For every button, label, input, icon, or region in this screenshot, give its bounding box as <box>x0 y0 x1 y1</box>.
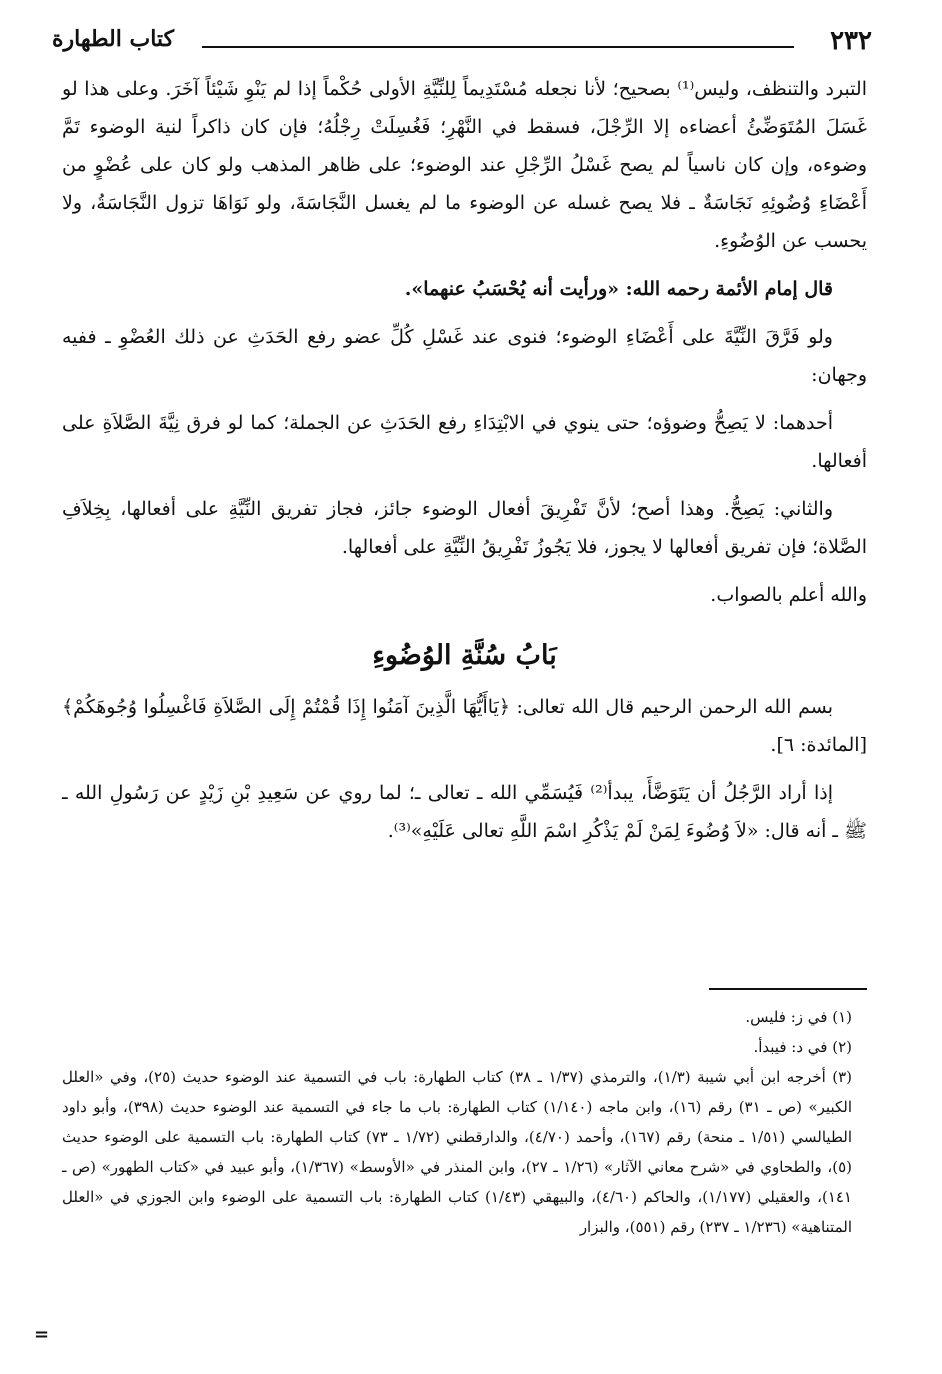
running-title: كتاب الطهارة <box>52 26 175 52</box>
paragraph-first-opinion: أحدهما: لا يَصِحُّ وضوؤه؛ حتى ينوي في الابْتِدَاءِ رفع الحَدَثِ عن الجملة؛ كما لو فرق نِيَّةَ الصَّلاَةِ على أفعالها. <box>62 412 867 472</box>
paragraph: ولو فَرَّقَ النِّيَّةَ على أَعْضَاءِ الوضوء؛ فنوى عند غَسْلِ كُلِّ عضو رفع الحَدَثِ عن ذلك العُضْوِ ـ ففيه وجهان: <box>62 326 867 386</box>
page-number: ٢٣٢ <box>830 26 872 56</box>
page-header <box>52 22 872 62</box>
header-rule <box>202 46 794 48</box>
paragraph-second-opinion: والثاني: يَصِحُّ. وهذا أصح؛ لأنَّ تَفْرِيقَ أفعال الوضوء جائز، فجاز تفريق النِّيَّةِ على أفعالها، بِخِلاَفِ الصَّلاة؛ فإن تفريق أفعالها لا يجوز، فلا يَجُوزُ تَفْرِيقُ النِّيَّةِ على أفعالها. <box>62 498 867 558</box>
paragraph: التبرد والتنظف، وليس⁽¹⁾ بصحيح؛ لأنا نجعله مُسْتَدِيماً لِلنِّيَّةِ الأولى حُكْماً إذا لم يَنْوِ شَيْئاً آخَرَ. وعلى هذا لو غَسَلَ المُتَوَضِّئُ أعضاءه إلا الرِّجْلَ، فسقط في النَّهْرِ؛ فَغُسِلَتْ رِجْلُهُ؛ فإن كان ذاكراً لنية الوضوء تَمَّ وضوءه، وإن كان ناسياً لم يصح غَسْلُ الرِّجْلِ عند الوضوء؛ على ظاهر المذهب ولو كان على عُضْوٍ من أَعْضَاءِ وُضُوئِهِ نَجَاسَةٌ ـ فلا يصح غسله عن الوضوء ما لم يغسل النَّجَاسَةَ، ولو نَوَاهَا تزول النَّجَاسَةُ، ولا يحسب عن الوُضُوءِ. <box>62 78 867 252</box>
footnotes <box>62 1002 852 1242</box>
chapter-title: بَابُ سُنَّةِ الوُضُوءِ <box>372 640 557 671</box>
footnote-separator <box>709 988 867 990</box>
footnote-3: (٣) أخرجه ابن أبي شيبة (١/٣)، والترمذي (١/٣٧ ـ ٣٨) كتاب الطهارة: باب في التسمية عند الوضوء حديث (٢٥)، وفي «العلل الكبير» (ص ـ ٣١) رقم (١٦)، وابن ماجه (١/١٤٠) كتاب الطهارة: باب ما جاء في التسمية عند الوضوء حديث (٣٩٨)، وأبو داود الطيالسي (١/٥١ ـ منحة) رقم (١٦٧)، وأحمد (٤/٧٠)، والدارقطني (١/٧٢ ـ ٧٣) كتاب الطهارة: باب التسمية على الوضوء حديث (٥)، والطحاوي في «شرح معاني الآثار» (١/٢٦ ـ ٢٧)، وابن المنذر في «الأوسط» (١/٣٦٧)، وأبو عبيد في «كتاب الطهور» (ص ـ ١٤١)، والعقيلي (١/١٧٧)، والحاكم (٤/٦٠)، والبيهقي (١/٤٣) كتاب الطهارة: باب التسمية على الوضوء وابن الجوزي في «العلل المتناهية» (١/٢٣٦ ـ ٢٣٧) رقم (٥٥١)، والبزار <box>62 1068 853 1236</box>
paragraph-verse: بسم الله الرحمن الرحيم قال الله تعالى: ﴿يَاأَيُّهَا الَّذِينَ آمَنُوا إِذَا قُمْتُمْ إِلَى الصَّلاَةِ فَاغْسِلُوا وُجُوهَكُمْ﴾ [المائدة: ٦]. <box>62 696 867 756</box>
paragraph-quote: قال إمام الأئمة رحمه الله: «ورأيت أنه يُحْسَبُ عنهما». <box>404 278 833 300</box>
continuation-mark: = <box>34 1324 50 1345</box>
footnote-2: (٢) في د: فيبدأ. <box>753 1038 852 1056</box>
paragraph-hadith: إذا أراد الرَّجُلُ أن يَتَوَضَّأَ، يبدأ⁽²⁾ فَيُسَمِّي الله ـ تعالى ـ؛ لما روي عن سَعِيدِ بْنِ زَيْدٍ عن رَسُولِ الله ـ ﷺ ـ أنه قال: «لاَ وُضُوءَ لِمَنْ لَمْ يَذْكُرِ اسْمَ اللَّهِ تعالى عَلَيْهِ»⁽³⁾. <box>62 782 867 842</box>
footnote-1: (١) في ز: فليس. <box>745 1008 852 1026</box>
main-text <box>62 70 867 860</box>
paragraph-closing: والله أعلم بالصواب. <box>710 584 867 606</box>
